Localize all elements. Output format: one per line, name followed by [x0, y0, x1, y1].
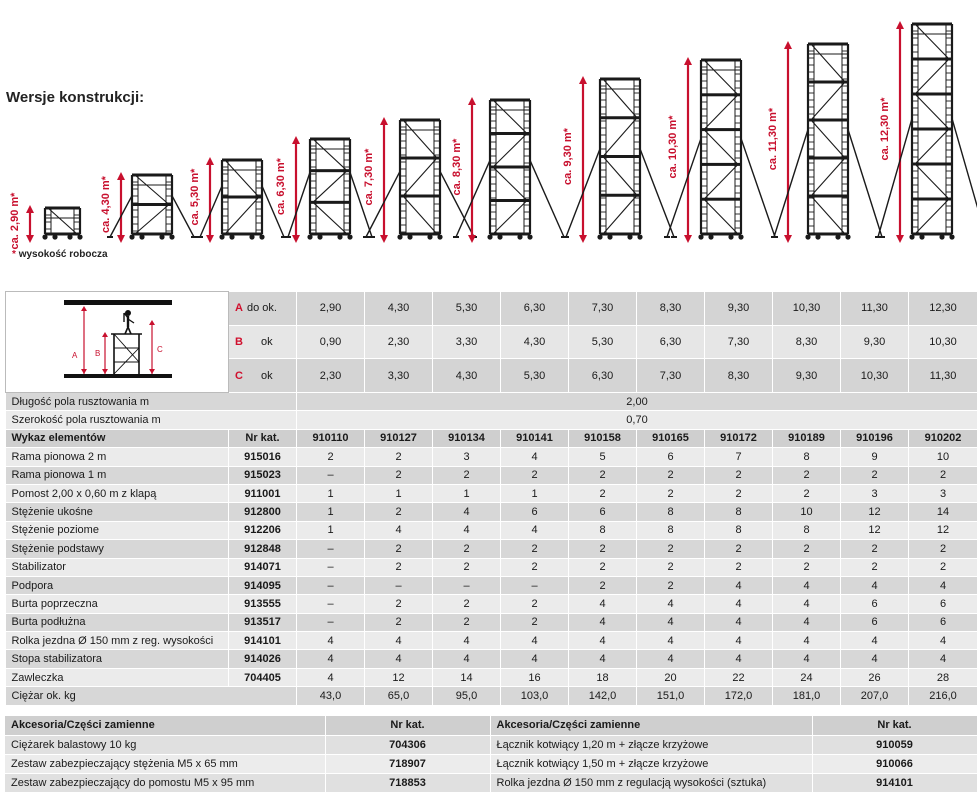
element-quantity: 4 — [501, 448, 569, 466]
element-quantity: 2 — [773, 466, 841, 484]
element-quantity: 2 — [433, 540, 501, 558]
element-quantity: 2 — [569, 558, 637, 576]
elements-header-row — [6, 429, 977, 447]
weight-value: 151,0 — [637, 687, 705, 705]
element-catalog-number: 912848 — [229, 540, 297, 558]
element-quantity: – — [297, 466, 365, 484]
element-quantity: 4 — [297, 632, 365, 650]
element-quantity: 2 — [365, 540, 433, 558]
accessory-row — [5, 735, 977, 754]
element-row — [6, 448, 977, 466]
element-quantity: 8 — [773, 448, 841, 466]
element-name: Rama pionowa 1 m — [6, 466, 229, 484]
element-quantity: 3 — [909, 484, 977, 502]
element-quantity: 6 — [909, 613, 977, 631]
element-quantity: 2 — [773, 540, 841, 558]
tower-7 — [562, 76, 677, 243]
element-quantity: 4 — [773, 613, 841, 631]
element-quantity: – — [297, 613, 365, 631]
element-quantity: 1 — [297, 484, 365, 502]
accessory-row — [5, 773, 977, 792]
element-quantity: 4 — [705, 613, 773, 631]
dimension-value: 5,30 — [433, 292, 501, 326]
element-name: Rama pionowa 2 m — [6, 448, 229, 466]
element-quantity: 10 — [909, 448, 977, 466]
field-length-row-value: 2,00 — [297, 393, 977, 411]
tower-height-label: ca. 10,30 m* — [667, 115, 679, 179]
element-quantity: 4 — [433, 521, 501, 539]
model-number: 910158 — [569, 429, 637, 447]
element-quantity: 2 — [501, 558, 569, 576]
dimension-value: 2,30 — [365, 325, 433, 359]
element-quantity: 4 — [365, 632, 433, 650]
element-row — [6, 466, 977, 484]
dimension-value: 3,30 — [365, 359, 433, 393]
element-quantity: 16 — [501, 668, 569, 686]
element-quantity: 12 — [841, 521, 909, 539]
element-quantity: 4 — [773, 576, 841, 594]
dimension-value: 4,30 — [501, 325, 569, 359]
element-quantity: 2 — [501, 613, 569, 631]
dimension-label — [229, 325, 297, 359]
dimension-letter: C — [235, 369, 243, 382]
element-quantity: 4 — [501, 650, 569, 668]
element-quantity: 2 — [909, 558, 977, 576]
element-name: Stabilizator — [6, 558, 229, 576]
element-name: Burta poprzeczna — [6, 595, 229, 613]
element-quantity: 4 — [569, 613, 637, 631]
svg-text:B: B — [95, 349, 101, 358]
tower-height-label: ca. 9,30 m* — [562, 128, 574, 185]
weight-value: 216,0 — [909, 687, 977, 705]
element-row — [6, 503, 977, 521]
accessory-catalog-number: 914101 — [812, 773, 977, 792]
element-quantity: 2 — [841, 466, 909, 484]
dimension-letter: A — [235, 302, 243, 315]
element-quantity: 2 — [365, 595, 433, 613]
element-quantity: 14 — [433, 668, 501, 686]
element-quantity: 2 — [637, 576, 705, 594]
element-quantity: 4 — [705, 632, 773, 650]
tower-height-label: ca. 6,30 m* — [275, 158, 287, 215]
element-quantity: 3 — [433, 448, 501, 466]
element-quantity: 2 — [365, 558, 433, 576]
dimension-value: 3,30 — [433, 325, 501, 359]
dimension-value: 4,30 — [365, 292, 433, 326]
dimension-value: 2,30 — [297, 359, 365, 393]
dimension-value: 10,30 — [841, 359, 909, 393]
tower-8 — [664, 57, 778, 243]
element-quantity: 2 — [705, 466, 773, 484]
footnote-text: wysokość robocza — [18, 249, 108, 260]
element-quantity: 6 — [909, 595, 977, 613]
element-row — [6, 521, 977, 539]
accessories-catalog-header-right: Nr kat. — [812, 716, 977, 735]
element-catalog-number: 913555 — [229, 595, 297, 613]
element-quantity: 18 — [569, 668, 637, 686]
tower-10 — [875, 21, 977, 243]
element-quantity: – — [297, 595, 365, 613]
element-quantity: 2 — [433, 558, 501, 576]
accessory-name: Rolka jezdna Ø 150 mm z regulacją wysokości (sztuka) — [490, 773, 812, 792]
weight-value: 207,0 — [841, 687, 909, 705]
element-row — [6, 650, 977, 668]
dimension-value: 8,30 — [773, 325, 841, 359]
element-quantity: 4 — [773, 650, 841, 668]
element-quantity: 2 — [501, 540, 569, 558]
weight-label: Ciężar ok. kg — [6, 687, 297, 705]
element-catalog-number: 913517 — [229, 613, 297, 631]
element-row — [6, 558, 977, 576]
element-quantity: 4 — [705, 650, 773, 668]
dimension-value: 11,30 — [841, 292, 909, 326]
element-name: Zawleczka — [6, 668, 229, 686]
dimension-value: 6,30 — [501, 292, 569, 326]
dimension-value: 6,30 — [569, 359, 637, 393]
element-catalog-number: 912206 — [229, 521, 297, 539]
element-catalog-number: 912800 — [229, 503, 297, 521]
element-quantity: 24 — [773, 668, 841, 686]
element-quantity: 2 — [569, 540, 637, 558]
element-catalog-number: 914071 — [229, 558, 297, 576]
element-quantity: 2 — [637, 558, 705, 576]
element-quantity: 2 — [841, 540, 909, 558]
accessory-catalog-number: 910059 — [812, 735, 977, 754]
tower-3 — [189, 157, 287, 243]
element-catalog-number: 911001 — [229, 484, 297, 502]
element-name: Stężenie podstawy — [6, 540, 229, 558]
element-quantity: 2 — [773, 558, 841, 576]
dimension-value: 8,30 — [637, 292, 705, 326]
element-quantity: 4 — [297, 668, 365, 686]
element-quantity: – — [501, 576, 569, 594]
element-quantity: 4 — [705, 576, 773, 594]
model-number: 910134 — [433, 429, 501, 447]
accessories-header-label-right: Akcesoria/Części zamienne — [490, 716, 812, 735]
dimension-value: 6,30 — [637, 325, 705, 359]
dimension-value: 2,90 — [297, 292, 365, 326]
element-quantity: 1 — [501, 484, 569, 502]
dimension-text: do ok. — [246, 302, 277, 315]
element-quantity: 4 — [365, 650, 433, 668]
dimension-value: 0,90 — [297, 325, 365, 359]
element-quantity: 4 — [705, 595, 773, 613]
tower-height-label: ca. 12,30 m* — [879, 97, 891, 161]
element-quantity: 2 — [365, 613, 433, 631]
element-quantity: 4 — [909, 632, 977, 650]
dimension-value: 7,30 — [637, 359, 705, 393]
element-quantity: 4 — [501, 632, 569, 650]
element-quantity: 26 — [841, 668, 909, 686]
tower-2 — [100, 172, 197, 243]
element-quantity: 4 — [909, 576, 977, 594]
element-quantity: 4 — [433, 632, 501, 650]
element-quantity: 2 — [705, 484, 773, 502]
dimension-value: 4,30 — [433, 359, 501, 393]
accessory-name: Łącznik kotwiący 1,20 m + złącze krzyżowe — [490, 735, 812, 754]
tower-height-label: ca. 4,30 m* — [100, 176, 112, 233]
element-catalog-number: 915023 — [229, 466, 297, 484]
element-row — [6, 613, 977, 631]
element-catalog-number: 704405 — [229, 668, 297, 686]
element-quantity: 4 — [569, 650, 637, 668]
element-row — [6, 576, 977, 594]
element-quantity: 2 — [773, 484, 841, 502]
element-quantity: 1 — [433, 484, 501, 502]
dimension-value: 9,30 — [773, 359, 841, 393]
element-quantity: 2 — [705, 558, 773, 576]
dimension-text: ok — [260, 335, 273, 348]
model-number: 910196 — [841, 429, 909, 447]
catalog-header: Nr kat. — [229, 429, 297, 447]
field-width-row — [6, 411, 977, 429]
model-number: 910172 — [705, 429, 773, 447]
element-quantity: 1 — [297, 521, 365, 539]
model-number: 910127 — [365, 429, 433, 447]
dimension-row-a — [6, 292, 977, 326]
footnote: * wysokość robocza — [12, 249, 108, 260]
tower-height-label: ca. 2,90 m* — [9, 192, 21, 250]
dimension-value: 10,30 — [909, 325, 977, 359]
element-quantity: 4 — [637, 632, 705, 650]
model-number: 910141 — [501, 429, 569, 447]
element-quantity: 8 — [637, 503, 705, 521]
dimension-value: 11,30 — [909, 359, 977, 393]
element-quantity: – — [297, 540, 365, 558]
element-quantity: 2 — [433, 595, 501, 613]
element-quantity: 6 — [501, 503, 569, 521]
accessory-row — [5, 754, 977, 773]
accessories-catalog-header: Nr kat. — [325, 716, 490, 735]
dimension-value: 9,30 — [705, 292, 773, 326]
dimension-value: 7,30 — [569, 292, 637, 326]
tower-4 — [275, 136, 375, 243]
accessories-header-label: Akcesoria/Części zamienne — [5, 716, 325, 735]
element-quantity: 2 — [365, 466, 433, 484]
element-quantity: 6 — [569, 503, 637, 521]
element-quantity: 6 — [841, 613, 909, 631]
element-quantity: 8 — [705, 521, 773, 539]
element-quantity: 9 — [841, 448, 909, 466]
element-quantity: 14 — [909, 503, 977, 521]
dimension-value: 7,30 — [705, 325, 773, 359]
svg-text:C: C — [157, 345, 163, 354]
dimension-label — [229, 292, 297, 326]
element-quantity: 4 — [841, 632, 909, 650]
weight-value: 172,0 — [705, 687, 773, 705]
tower-6 — [451, 97, 567, 243]
element-row — [6, 484, 977, 502]
element-quantity: – — [297, 558, 365, 576]
element-quantity: 5 — [569, 448, 637, 466]
weight-value: 181,0 — [773, 687, 841, 705]
element-quantity: 4 — [569, 632, 637, 650]
element-quantity: 4 — [433, 503, 501, 521]
tower-1 — [9, 192, 83, 250]
element-row — [6, 595, 977, 613]
field-length-row — [6, 393, 977, 411]
element-quantity: 2 — [433, 466, 501, 484]
elements-header-label: Wykaz elementów — [6, 429, 229, 447]
accessory-name: Zestaw zabezpieczający stężenia M5 x 65 mm — [5, 754, 325, 773]
model-number: 910189 — [773, 429, 841, 447]
accessory-name: Łącznik kotwiący 1,50 m + złącze krzyżowe — [490, 754, 812, 773]
accessory-catalog-number: 718853 — [325, 773, 490, 792]
field-width-row-label: Szerokość pola rusztowania m — [6, 411, 297, 429]
element-quantity: 2 — [501, 466, 569, 484]
element-quantity: 4 — [637, 595, 705, 613]
element-quantity: 4 — [773, 595, 841, 613]
field-length-row-label: Długość pola rusztowania m — [6, 393, 297, 411]
model-number: 910110 — [297, 429, 365, 447]
element-quantity: 4 — [433, 650, 501, 668]
element-row — [6, 668, 977, 686]
weight-value: 142,0 — [569, 687, 637, 705]
element-quantity: 22 — [705, 668, 773, 686]
accessory-catalog-number: 910066 — [812, 754, 977, 773]
dimension-letter: B — [235, 335, 243, 348]
element-quantity: – — [433, 576, 501, 594]
element-quantity: 8 — [773, 521, 841, 539]
element-quantity: 2 — [637, 466, 705, 484]
specification-table — [5, 291, 977, 706]
element-quantity: 2 — [637, 540, 705, 558]
element-quantity: 4 — [841, 650, 909, 668]
tower-height-label: ca. 8,30 m* — [451, 138, 463, 196]
tower-height-label: ca. 7,30 m* — [363, 148, 375, 206]
page-title: Wersje konstrukcji: — [6, 89, 145, 106]
element-quantity: 2 — [297, 448, 365, 466]
accessory-catalog-number: 704306 — [325, 735, 490, 754]
element-quantity: 2 — [569, 466, 637, 484]
dimension-text: ok — [260, 369, 273, 382]
element-catalog-number: 915016 — [229, 448, 297, 466]
element-name: Stężenie poziome — [6, 521, 229, 539]
element-quantity: 4 — [501, 521, 569, 539]
dimension-value: 8,30 — [705, 359, 773, 393]
element-quantity: 2 — [909, 466, 977, 484]
dimension-value: 10,30 — [773, 292, 841, 326]
element-quantity: 8 — [569, 521, 637, 539]
element-row — [6, 632, 977, 650]
element-quantity: 2 — [569, 576, 637, 594]
element-name: Stopa stabilizatora — [6, 650, 229, 668]
element-quantity: 4 — [365, 521, 433, 539]
model-number: 910165 — [637, 429, 705, 447]
element-quantity: 2 — [909, 540, 977, 558]
dimension-value: 12,30 — [909, 292, 977, 326]
element-quantity: 6 — [841, 595, 909, 613]
tower-illustrations — [0, 0, 977, 290]
element-quantity: 3 — [841, 484, 909, 502]
element-quantity: 6 — [637, 448, 705, 466]
weight-row — [6, 687, 977, 705]
element-quantity: 1 — [297, 503, 365, 521]
weight-value: 103,0 — [501, 687, 569, 705]
element-quantity: 12 — [909, 521, 977, 539]
weight-value: 95,0 — [433, 687, 501, 705]
element-quantity: 4 — [637, 613, 705, 631]
element-quantity: 12 — [841, 503, 909, 521]
tower-height-label: ca. 5,30 m* — [189, 168, 201, 226]
element-quantity: 2 — [365, 503, 433, 521]
weight-value: 43,0 — [297, 687, 365, 705]
dimension-value: 5,30 — [501, 359, 569, 393]
element-quantity: 1 — [365, 484, 433, 502]
element-name: Burta podłużna — [6, 613, 229, 631]
element-quantity: – — [365, 576, 433, 594]
element-quantity: 4 — [773, 632, 841, 650]
element-name: Pomost 2,00 x 0,60 m z klapą — [6, 484, 229, 502]
element-quantity: – — [297, 576, 365, 594]
accessories-table — [5, 716, 977, 792]
svg-text:A: A — [72, 351, 78, 360]
element-quantity: 4 — [637, 650, 705, 668]
element-quantity: 4 — [569, 595, 637, 613]
element-quantity: 20 — [637, 668, 705, 686]
model-number: 910202 — [909, 429, 977, 447]
element-quantity: 2 — [433, 613, 501, 631]
element-catalog-number: 914101 — [229, 632, 297, 650]
element-quantity: 8 — [637, 521, 705, 539]
element-catalog-number: 914095 — [229, 576, 297, 594]
weight-value: 65,0 — [365, 687, 433, 705]
element-quantity: 2 — [841, 558, 909, 576]
element-quantity: 7 — [705, 448, 773, 466]
element-quantity: 10 — [773, 503, 841, 521]
element-name: Podpora — [6, 576, 229, 594]
element-quantity: 2 — [365, 448, 433, 466]
element-name: Rolka jezdna Ø 150 mm z reg. wysokości — [6, 632, 229, 650]
element-quantity: 12 — [365, 668, 433, 686]
element-catalog-number: 914026 — [229, 650, 297, 668]
tower-height-label: ca. 11,30 m* — [767, 107, 779, 171]
element-row — [6, 540, 977, 558]
accessories-header-row — [5, 716, 977, 735]
element-quantity: 2 — [637, 484, 705, 502]
element-quantity: 4 — [297, 650, 365, 668]
accessory-catalog-number: 718907 — [325, 754, 490, 773]
dimension-value: 5,30 — [569, 325, 637, 359]
element-quantity: 28 — [909, 668, 977, 686]
element-quantity: 4 — [841, 576, 909, 594]
dimension-value: 9,30 — [841, 325, 909, 359]
field-width-row-value: 0,70 — [297, 411, 977, 429]
element-quantity: 8 — [705, 503, 773, 521]
accessory-name: Zestaw zabezpieczający do pomostu M5 x 95 mm — [5, 773, 325, 792]
dimension-label — [229, 359, 297, 393]
element-quantity: 2 — [569, 484, 637, 502]
element-quantity: 4 — [909, 650, 977, 668]
element-name: Stężenie ukośne — [6, 503, 229, 521]
height-diagram — [6, 292, 229, 393]
tower-9 — [767, 41, 885, 243]
element-quantity: 2 — [705, 540, 773, 558]
accessory-name: Ciężarek balastowy 10 kg — [5, 735, 325, 754]
element-quantity: 2 — [501, 595, 569, 613]
